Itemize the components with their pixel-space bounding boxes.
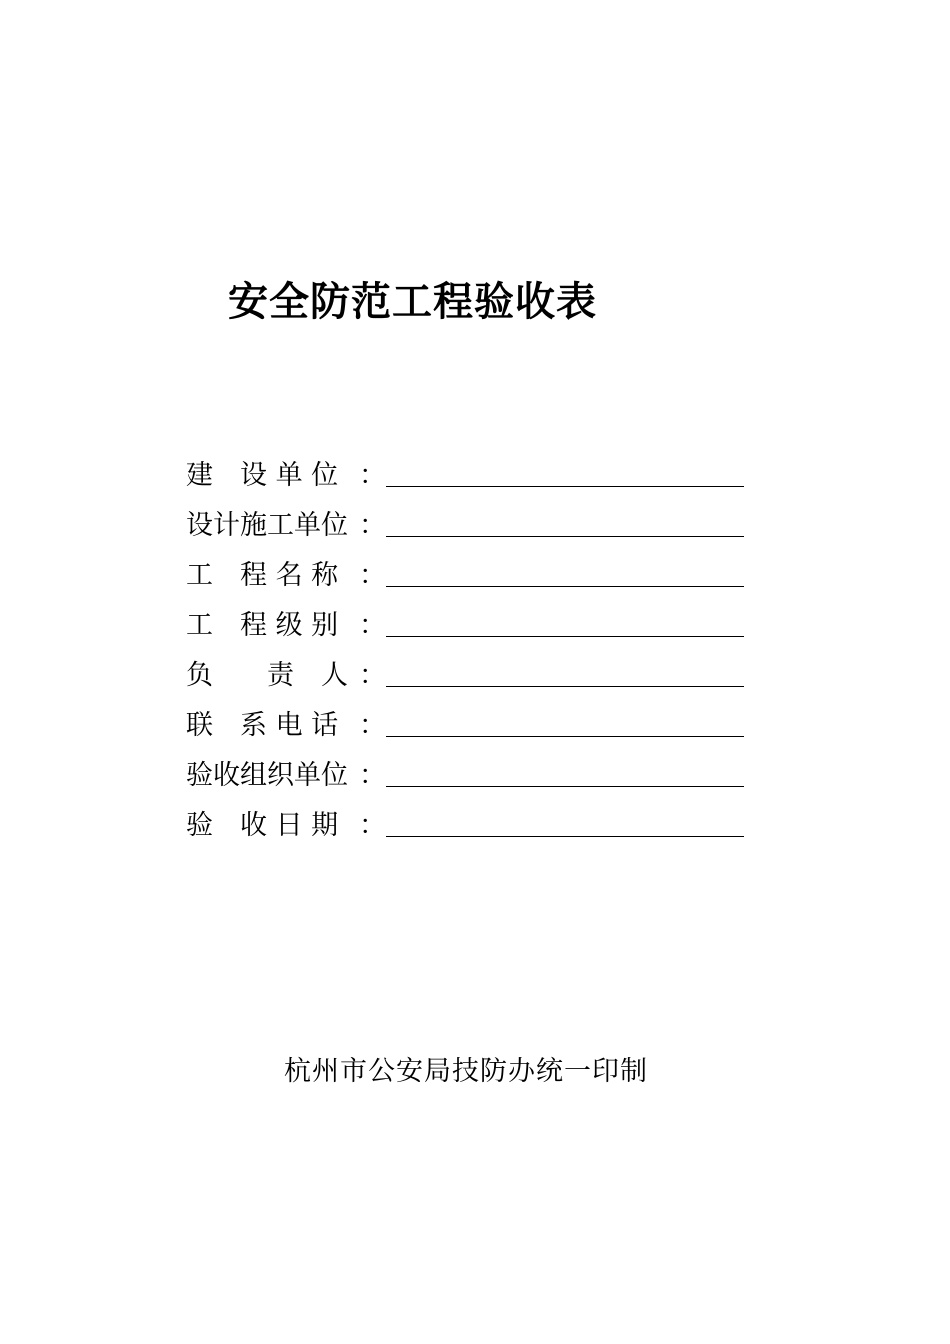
field-contact-phone (186, 702, 746, 752)
fill-in-line[interactable] (386, 636, 744, 637)
field-construction-unit (186, 452, 746, 502)
field-project-level (186, 602, 746, 652)
field-label: 建 设 单 位 (186, 460, 339, 491)
fill-in-line[interactable] (386, 686, 744, 687)
fill-in-line[interactable] (386, 536, 744, 537)
form-fields (186, 452, 746, 852)
field-label: 联 系 电 话 (186, 710, 339, 741)
field-label: 设计施工单位 (186, 510, 348, 541)
field-colon: ： (359, 660, 386, 691)
field-colon: ： (359, 710, 386, 741)
field-label: 验 收 日 期 (186, 810, 339, 841)
field-colon: ： (359, 510, 386, 541)
fill-in-line[interactable] (386, 736, 744, 737)
field-design-construction-unit (186, 502, 746, 552)
field-colon: ： (359, 810, 386, 841)
field-acceptance-org (186, 752, 746, 802)
field-label: 工 程 级 别 (186, 610, 339, 641)
fill-in-line[interactable] (386, 586, 744, 587)
document-title: 安全防范工程验收表 (228, 278, 597, 325)
field-label: 验收组织单位 (186, 760, 348, 791)
field-label: 工 程 名 称 (186, 560, 339, 591)
fill-in-line[interactable] (386, 486, 744, 487)
field-colon: ： (359, 460, 386, 491)
field-person-in-charge (186, 652, 746, 702)
field-colon: ： (359, 560, 386, 591)
fill-in-line[interactable] (386, 786, 744, 787)
field-acceptance-date (186, 802, 746, 852)
printed-by-footer: 杭州市公安局技防办统一印制 (284, 1056, 648, 1087)
field-colon: ： (359, 760, 386, 791)
field-project-name (186, 552, 746, 602)
field-label: 负 责 人 (186, 660, 348, 691)
field-colon: ： (359, 610, 386, 641)
fill-in-line[interactable] (386, 836, 744, 837)
